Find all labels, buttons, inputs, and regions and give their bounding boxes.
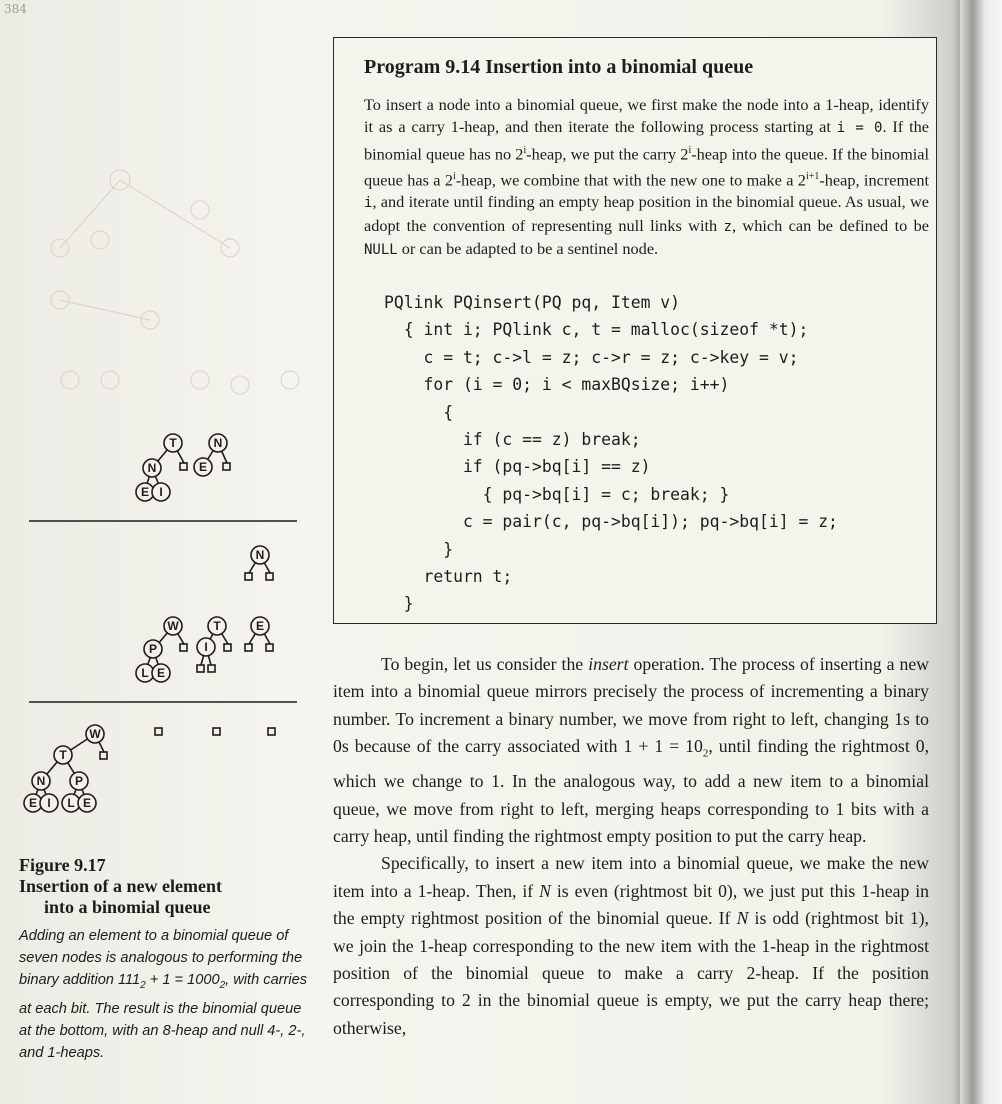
svg-text:E: E — [198, 460, 208, 474]
figure-label: Figure 9.17 — [19, 855, 106, 875]
code-line: return t; — [384, 567, 513, 587]
svg-text:I: I — [47, 796, 51, 810]
svg-text:I: I — [204, 640, 208, 654]
svg-text:T: T — [59, 748, 67, 762]
row4-result-heap — [24, 725, 275, 812]
code-line: c = pair(c, pq->bq[i]); pq->bq[i] = z; — [384, 512, 838, 532]
code-line: { int i; PQlink c, t = malloc(sizeof *t); — [384, 320, 809, 340]
svg-text:E: E — [140, 485, 150, 499]
code-line: c = t; c->l = z; c->r = z; c->key = v; — [384, 347, 799, 367]
svg-text:W: W — [89, 727, 101, 741]
book-spine-shadow — [960, 0, 1002, 1104]
figure-title-line2: into a binomial queue — [44, 897, 211, 917]
svg-text:T: T — [213, 619, 221, 633]
code-line: { — [384, 402, 454, 422]
code-line: if (c == z) break; — [384, 430, 641, 450]
svg-text:W: W — [167, 619, 179, 633]
figure-title-line1: Insertion of a new element — [19, 876, 222, 896]
svg-text:L: L — [67, 796, 75, 810]
code-line: PQlink PQinsert(PQ pq, Item v) — [384, 293, 681, 312]
program-description: To insert a node into a binomial queue, we first make the node into a 1-heap, identify it as a carry 1-heap, and then iterate the following process starting at i = 0. If the binomial queue has no 2$^i$-heap, we put the carry 2$^i$-heap into the queue. If the binomial queue has a 2$^i$-heap, we combine that with the new one to make a $2^{i+1}$-heap, increment i, and iterate until finding an empty heap position in the binomial queue. As usual, we adopt the convention of representing null links with z, which can be defined to be NULL or can be adapted to be a sentinel node. — [364, 95, 930, 259]
svg-text:L: L — [141, 666, 149, 680]
code-line: } — [384, 539, 454, 559]
binomial-queue-figure — [0, 425, 320, 850]
code-line: for (i = 0; i < maxBQsize; i++) — [384, 375, 730, 395]
body-text — [333, 651, 929, 1042]
svg-text:N: N — [213, 436, 223, 450]
paragraph-2: Specifically, to insert a new item into a binomial queue, we make the new item into a 1-heap. Then, if N is even (rightmost bit 0), we just put this 1-heap in the empty rightmost position of the binomial queue. If N is odd (rightmost bit 1), we join the 1-heap corresponding to the new item with the 1-heap in the rightmost position of the binomial queue to make a carry 2-heap. If the position corresponding to 2 in the binomial queue is empty, we put the carry heap there; otherwise, — [333, 853, 929, 1038]
svg-text:P: P — [74, 774, 84, 788]
svg-text:N: N — [147, 461, 157, 475]
svg-text:N: N — [255, 548, 265, 562]
svg-text:E: E — [28, 796, 38, 810]
svg-text:N: N — [36, 774, 46, 788]
node-label: T — [169, 436, 177, 450]
svg-text:I: I — [159, 485, 163, 499]
code-line: if (pq->bq[i] == z) — [384, 457, 651, 477]
page-number: 384 — [4, 2, 27, 16]
svg-text:E: E — [82, 796, 92, 810]
figure-caption — [19, 855, 309, 1064]
paragraph-1: To begin, let us consider the insert operation. The process of inserting a new item into a binomial queue mirrors precisely the process of incrementing a binary number. To increment a binary number, we move from right to left, changing 1s to 0s because of the carry associated with $1 + 1 = 10_2$, until finding the rightmost 0, which we change to 1. In the analogous way, to add a new item to a binomial queue, we move from right to left, merging heaps corresponding to 1 bits with a carry heap, until finding the rightmost empty position to put the carry heap. — [333, 654, 930, 846]
svg-text:E: E — [255, 619, 265, 633]
figure-description: Adding an element to a binomial queue of seven nodes is analogous to performing the binary addition $111_2 + 1 = 1000_2$, with carries at each bit. The result is the binomial queue at the bottom, with an 8-heap and null 4-, 2-, and 1-heaps. — [19, 928, 308, 1061]
code-line: } — [384, 594, 414, 614]
program-box — [333, 37, 937, 624]
svg-text:P: P — [148, 642, 158, 656]
code-line: { pq->bq[i] = c; break; } — [384, 484, 730, 504]
svg-text:E: E — [156, 666, 166, 680]
figure-title — [19, 876, 309, 918]
code-listing — [384, 289, 838, 618]
program-title: Program 9.14 Insertion into a binomial queue — [364, 56, 754, 78]
